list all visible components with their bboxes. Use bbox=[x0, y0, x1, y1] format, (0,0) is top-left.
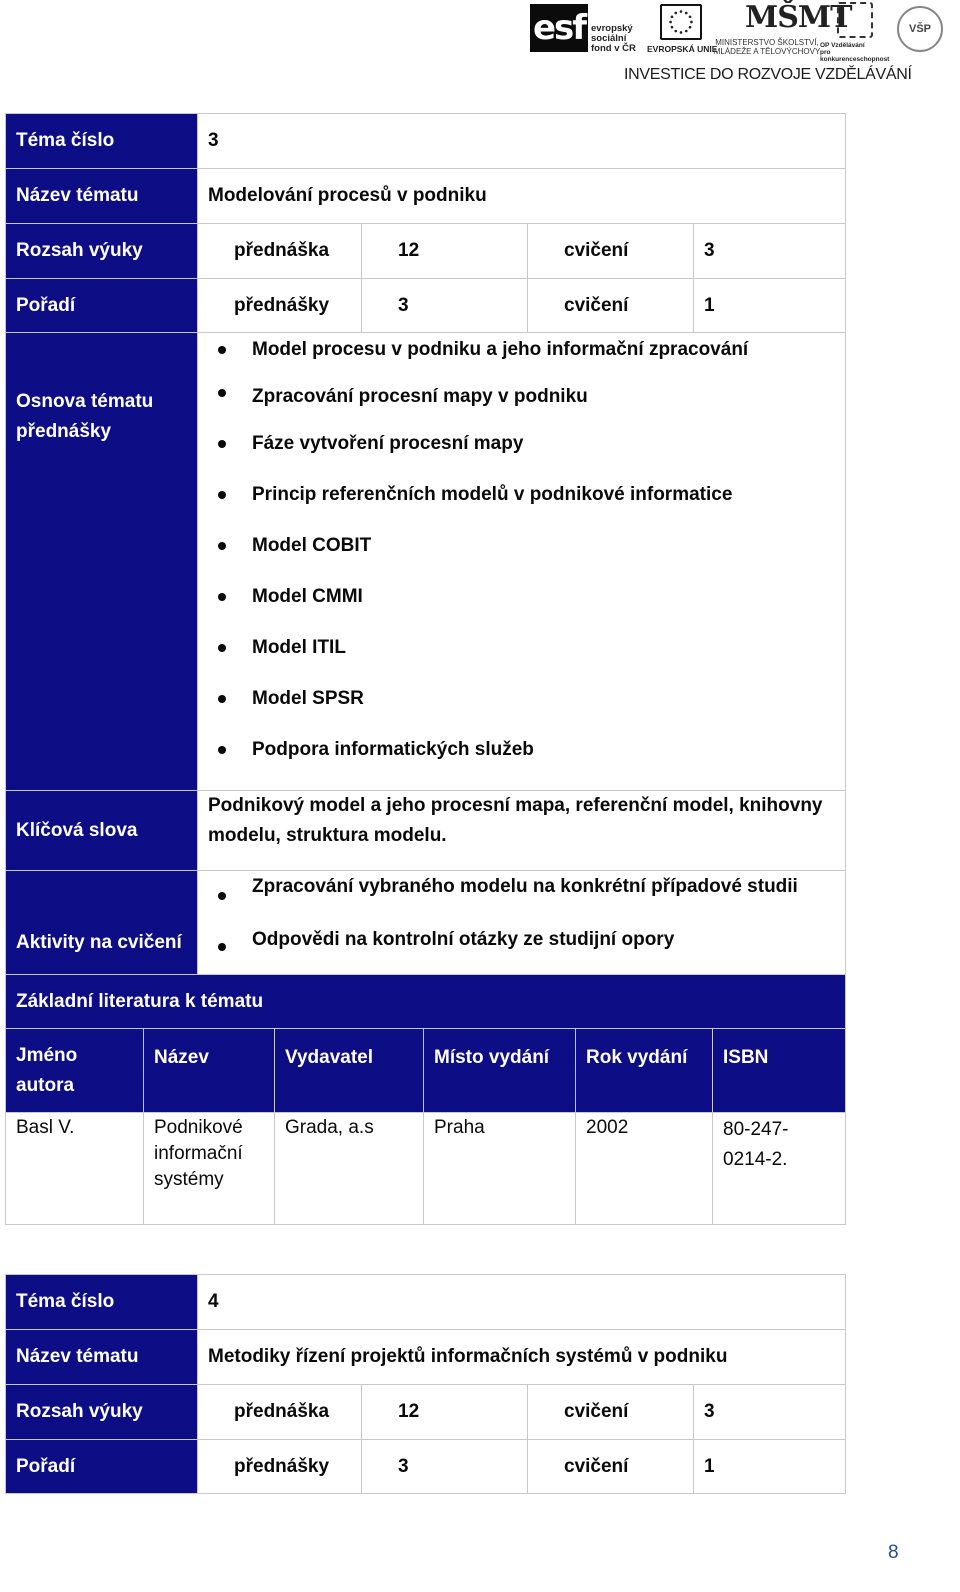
eu-logo-text: EVROPSKÁ UNIE bbox=[647, 44, 718, 54]
scope-lecture-label: přednáška bbox=[198, 224, 362, 279]
topic-name-row bbox=[6, 1330, 846, 1385]
keywords-label: Klíčová slova bbox=[6, 791, 198, 871]
op-logo-text: OP Vzdělávání pro konkurenceschopnost bbox=[820, 42, 890, 63]
outline-item: Model SPSR bbox=[208, 673, 835, 724]
literature-title-row bbox=[6, 975, 846, 1030]
vsp-logo: VŠP bbox=[897, 6, 943, 52]
activities-row bbox=[6, 871, 846, 975]
outline-item: Podpora informatických služeb bbox=[208, 724, 835, 775]
activity-item: Zpracování vybraného modelu na konkrétní případové studii bbox=[208, 871, 835, 921]
topic-number-label: Téma číslo bbox=[6, 1275, 198, 1330]
msmt-logo-text: MINISTERSTVO ŠKOLSTVÍ, MLÁDEŽE A TĚLOVÝCHOVY bbox=[713, 38, 821, 56]
col-place: Místo vydání bbox=[424, 1029, 576, 1113]
topic-name-label: Název tématu bbox=[6, 1330, 198, 1385]
col-publisher: Vydavatel bbox=[275, 1029, 424, 1113]
activities-list bbox=[208, 871, 835, 973]
scope-lecture-label: přednáška bbox=[198, 1385, 362, 1440]
msmt-logo: MŠMT bbox=[745, 0, 852, 35]
topic4-table bbox=[5, 1274, 846, 1494]
topic-number-label: Téma číslo bbox=[6, 114, 198, 169]
outline-item: Princip referenčních modelů v podnikové informatice bbox=[208, 469, 835, 520]
col-isbn: ISBN bbox=[713, 1029, 846, 1113]
order-exercise-value: 1 bbox=[694, 1440, 846, 1494]
outline-item: Model ITIL bbox=[208, 622, 835, 673]
scope-lecture-value: 12 bbox=[362, 224, 528, 279]
order-row bbox=[6, 279, 846, 333]
order-exercise-label: cvičení bbox=[528, 279, 694, 333]
scope-exercise-label: cvičení bbox=[528, 224, 694, 279]
order-lectures-label: přednášky bbox=[198, 279, 362, 333]
outline-item: Zpracování procesní mapy v podniku bbox=[208, 367, 835, 418]
lit-year: 2002 bbox=[576, 1113, 713, 1225]
outline-row bbox=[6, 333, 846, 791]
keywords-row bbox=[6, 791, 846, 871]
order-exercise-label: cvičení bbox=[528, 1440, 694, 1494]
outline-label: Osnova tématu přednášky bbox=[6, 333, 198, 791]
topic-name-label: Název tématu bbox=[6, 169, 198, 224]
op-logo-icon bbox=[837, 2, 873, 38]
topic3-table bbox=[5, 113, 846, 1030]
lit-publisher: Grada, a.s bbox=[275, 1113, 424, 1225]
outline-cell bbox=[198, 333, 846, 791]
order-exercise-value: 1 bbox=[694, 279, 846, 333]
topic-name-value: Metodiky řízení projektů informačních systémů v podniku bbox=[198, 1330, 846, 1385]
activities-label: Aktivity na cvičení bbox=[6, 871, 198, 975]
literature-title: Základní literatura k tématu bbox=[6, 975, 846, 1030]
col-year: Rok vydání bbox=[576, 1029, 713, 1113]
outline-item: Model procesu v podniku a jeho informační zpracování bbox=[208, 333, 835, 367]
topic-number-row bbox=[6, 1275, 846, 1330]
order-label: Pořadí bbox=[6, 279, 198, 333]
scope-label: Rozsah výuky bbox=[6, 224, 198, 279]
activity-item: Odpovědi na kontrolní otázky ze studijní opory bbox=[208, 921, 835, 973]
topic-number-row bbox=[6, 114, 846, 169]
scope-exercise-value: 3 bbox=[694, 1385, 846, 1440]
scope-exercise-value: 3 bbox=[694, 224, 846, 279]
literature-table bbox=[5, 1028, 846, 1225]
activities-cell bbox=[198, 871, 846, 975]
topic-name-value: Modelování procesů v podniku bbox=[198, 169, 846, 224]
scope-row bbox=[6, 224, 846, 279]
lit-place: Praha bbox=[424, 1113, 576, 1225]
eu-stars-icon bbox=[662, 6, 700, 38]
col-author: Jméno autora bbox=[6, 1029, 144, 1113]
col-title: Název bbox=[144, 1029, 275, 1113]
esf-logo: esf bbox=[530, 4, 588, 52]
outline-item: Model CMMI bbox=[208, 571, 835, 622]
lit-author: Basl V. bbox=[6, 1113, 144, 1225]
outline-item: Model COBIT bbox=[208, 520, 835, 571]
topic-name-row bbox=[6, 169, 846, 224]
topic-number-value: 3 bbox=[198, 114, 846, 169]
literature-row bbox=[6, 1113, 846, 1225]
lit-title: Podnikové informační systémy bbox=[144, 1113, 275, 1225]
literature-header-row bbox=[6, 1029, 846, 1113]
outline-item: Fáze vytvoření procesní mapy bbox=[208, 418, 835, 469]
scope-label: Rozsah výuky bbox=[6, 1385, 198, 1440]
outline-list bbox=[208, 333, 835, 775]
topic-number-value: 4 bbox=[198, 1275, 846, 1330]
order-lectures-value: 3 bbox=[362, 1440, 528, 1494]
investice-slogan: INVESTICE DO ROZVOJE VZDĚLÁVÁNÍ bbox=[624, 66, 912, 83]
order-label: Pořadí bbox=[6, 1440, 198, 1494]
scope-row bbox=[6, 1385, 846, 1440]
order-row bbox=[6, 1440, 846, 1494]
order-lectures-label: přednášky bbox=[198, 1440, 362, 1494]
order-lectures-value: 3 bbox=[362, 279, 528, 333]
keywords-value: Podnikový model a jeho procesní mapa, referenční model, knihovny modelu, struktura modelu. bbox=[198, 791, 846, 871]
page-number: 8 bbox=[888, 1542, 899, 1563]
scope-lecture-value: 12 bbox=[362, 1385, 528, 1440]
lit-isbn: 80-247-0214-2. bbox=[713, 1113, 846, 1225]
esf-logo-text: evropský sociální fond v ČR bbox=[591, 23, 636, 54]
scope-exercise-label: cvičení bbox=[528, 1385, 694, 1440]
eu-flag-icon bbox=[660, 4, 702, 40]
